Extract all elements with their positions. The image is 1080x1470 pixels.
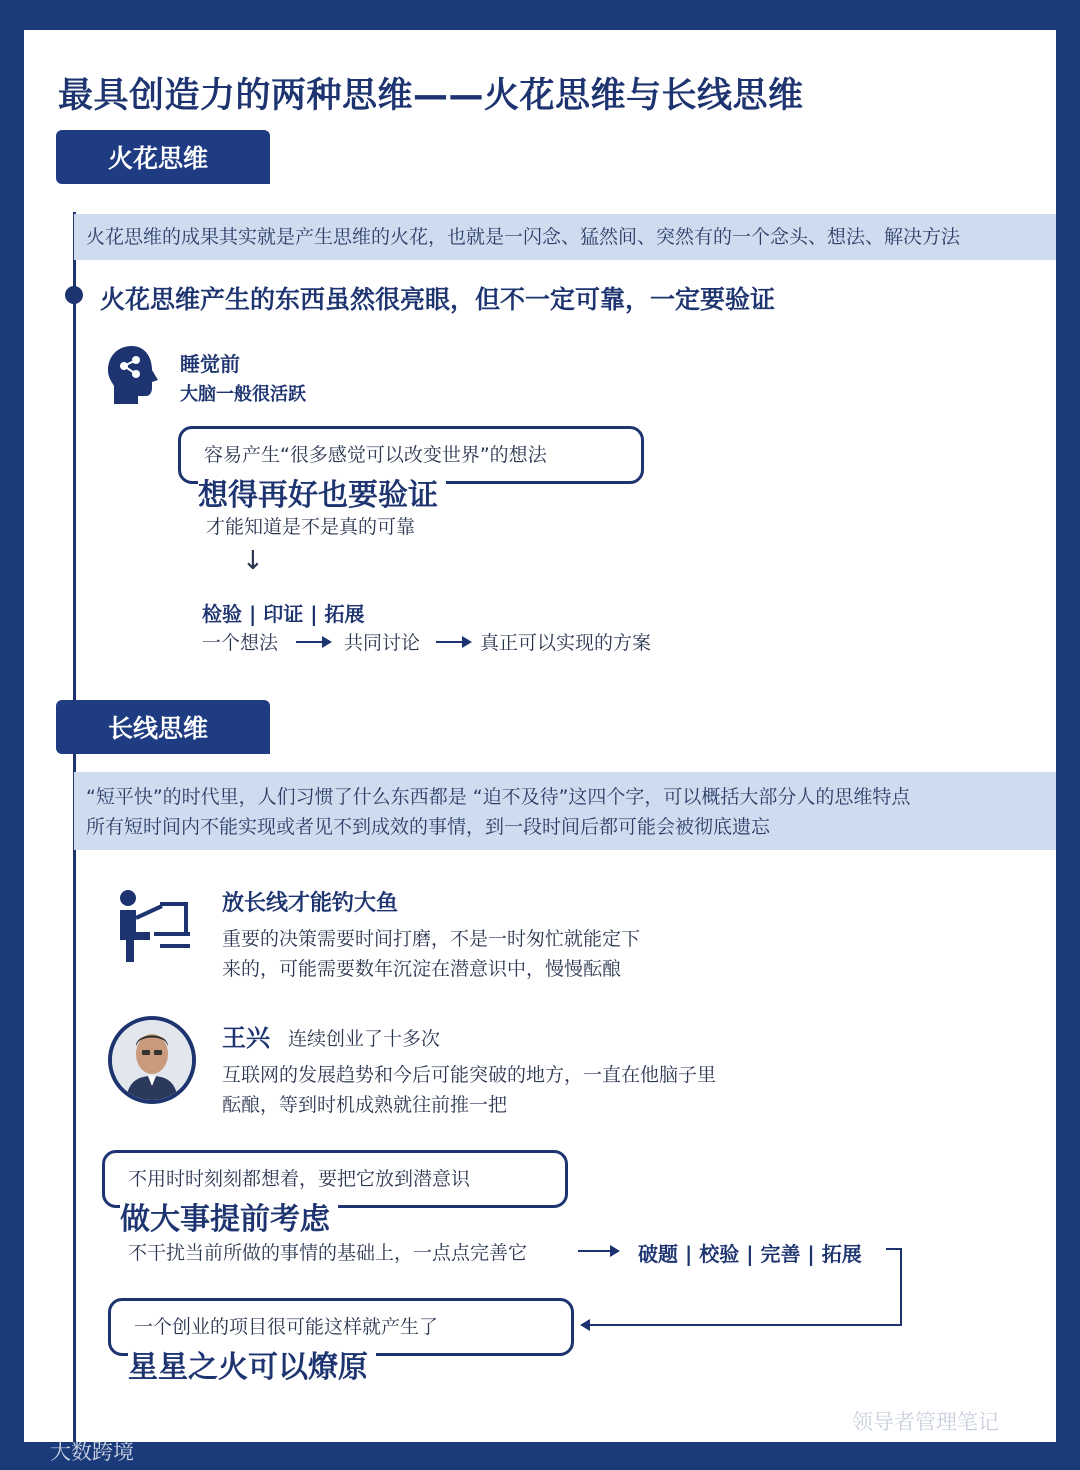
avatar — [108, 1016, 196, 1104]
connector-vertical — [900, 1248, 902, 1326]
arrow-left-icon — [580, 1319, 590, 1331]
infographic-sheet — [24, 30, 1056, 1442]
person-line-1: 互联网的发展趋势和今后可能突破的地方，一直在他脑子里 — [222, 1064, 717, 1086]
longline-big-1: 做大事提前考虑 — [120, 1194, 338, 1238]
longline-box-1-text: 不用时时刻刻都想着，要把它放到潜意识 — [128, 1168, 471, 1190]
spark-flow-step-3: 真正可以实现的方案 — [480, 632, 652, 654]
sleep-subtitle: 大脑一般很活跃 — [180, 384, 306, 405]
longline-intro-band — [74, 772, 1056, 850]
longline-band-line-2: 所有短时间内不能实现或者见不到成效的事情，到一段时间后都可能会被彻底遗忘 — [86, 816, 771, 838]
watermark-right: 领导者管理笔记 — [852, 1410, 999, 1434]
person-line-2: 酝酿，等到时机成熟就往前推一把 — [222, 1094, 508, 1116]
spark-after-big: 才能知道是不是真的可靠 — [206, 516, 416, 538]
longline-box-2-text: 一个创业的项目很可能这样就产生了 — [134, 1316, 439, 1338]
page-title: 最具创造力的两种思维——火花思维与长线思维 — [58, 76, 804, 116]
spark-flow-step-2: 共同讨论 — [344, 632, 421, 654]
connector-bottom — [590, 1324, 902, 1326]
arrow-right-icon — [436, 641, 470, 643]
spark-intro-band: 火花思维的成果其实就是产生思维的火花，也就是一闪念、猛然间、突然有的一个念头、想法、解决方法 — [74, 214, 1056, 260]
watermark-left: 大数跨境 — [50, 1440, 134, 1464]
fish-line-2: 来的，可能需要数年沉淀在潜意识中，慢慢酝酿 — [222, 958, 622, 980]
head-network-icon — [102, 342, 162, 408]
section-tab-longline: 长线思维 — [56, 700, 270, 754]
fish-line-1: 重要的决策需要时间打磨，不是一时匆忙就能定下 — [222, 928, 641, 950]
longline-steps: 破题 | 校验 | 完善 | 拓展 — [638, 1242, 862, 1266]
down-arrow-icon: ↓ — [242, 546, 264, 576]
portrait-icon — [112, 1020, 192, 1100]
fish-title: 放长线才能钓大鱼 — [222, 891, 399, 916]
spark-flow-step-1: 一个想法 — [202, 632, 279, 654]
person-name: 王兴 — [222, 1024, 270, 1052]
arrow-right-icon — [578, 1250, 618, 1252]
spark-steps: 检验 | 印证 | 拓展 — [202, 602, 365, 626]
spark-headline: 火花思维产生的东西虽然很亮眼，但不一定可靠，一定要验证 — [100, 285, 776, 314]
section-tab-spark: 火花思维 — [56, 130, 270, 184]
longline-big-2: 星星之火可以燎原 — [128, 1342, 376, 1386]
spark-big-text: 想得再好也要验证 — [198, 470, 446, 514]
sleep-title: 睡觉前 — [180, 352, 240, 376]
arrow-right-icon — [296, 641, 330, 643]
longline-band-line-1: “短平快”的时代里，人们习惯了什么东西都是 “迫不及待”这四个字，可以概括大部分人的思维特点 — [86, 786, 911, 808]
person-at-desk-icon — [110, 888, 194, 964]
person-note: 连续创业了十多次 — [288, 1028, 441, 1050]
timeline-dot — [65, 286, 83, 304]
spark-quote-text: 容易产生“很多感觉可以改变世界”的想法 — [204, 444, 547, 466]
longline-after-big-1: 不干扰当前所做的事情的基础上，一点点完善它 — [128, 1242, 528, 1264]
